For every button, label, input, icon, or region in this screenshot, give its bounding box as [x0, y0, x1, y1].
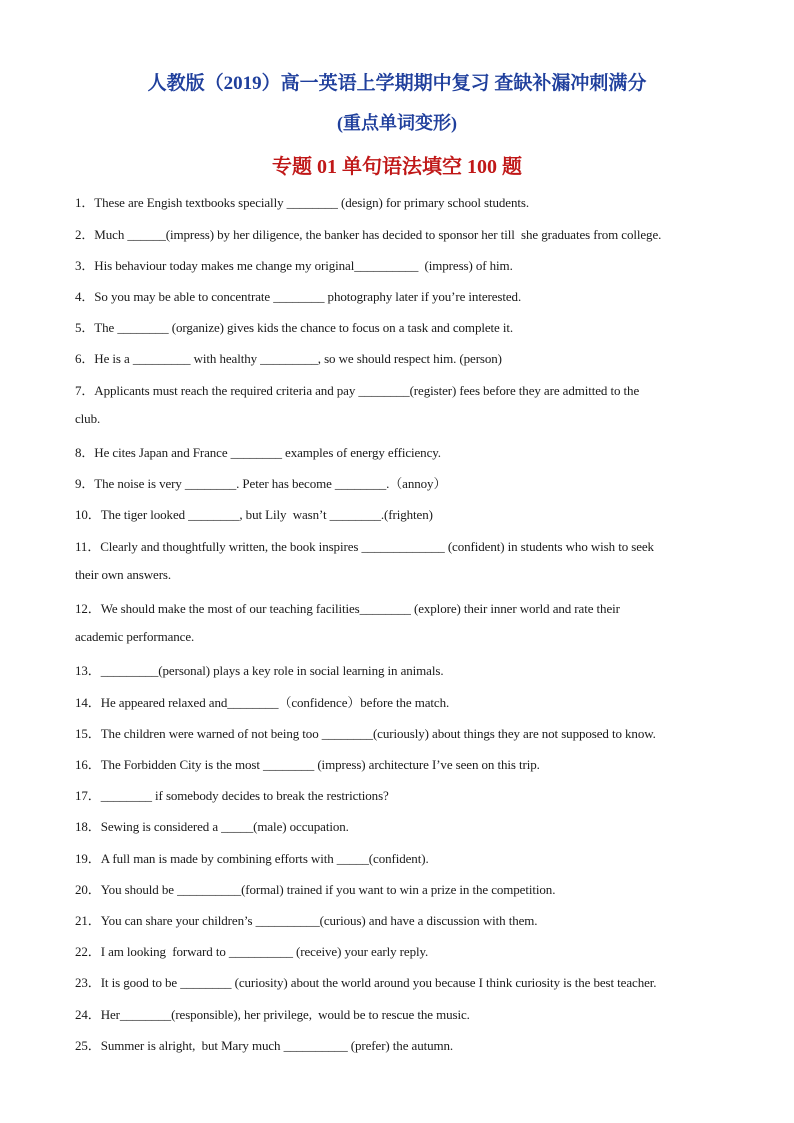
question-line: 2．Much ______(impress) by her diligence, the banker has decided to sponsor her till she graduates from college.	[75, 227, 662, 242]
question-line: 15．The children were warned of not being too ________(curiously) about things they are not supposed to know.	[75, 726, 656, 741]
question-line: 5．The ________ (organize) gives kids the chance to focus on a task and complete it.	[75, 320, 514, 335]
question-line: 7．Applicants must reach the required criteria and pay ________(register) fees before they are admitted to the	[75, 383, 640, 398]
question-line: 8．He cites Japan and France ________ examples of energy efficiency.	[75, 445, 441, 460]
question-line: 14．He appeared relaxed and________（confidence）before the match.	[75, 695, 450, 710]
question-line: 1．These are Engish textbooks specially ________ (design) for primary school students.	[75, 195, 529, 210]
question-line: 17．________ if somebody decides to break the restrictions?	[75, 788, 389, 803]
question-line: 24．Her________(responsible), her privilege, would be to rescue the music.	[75, 1007, 470, 1022]
question-line: 4．So you may be able to concentrate ________ photography later if you’re interested.	[75, 289, 522, 304]
document-title: 人教版（2019）高一英语上学期期中复习 查缺补漏冲刺满分	[147, 73, 647, 94]
question-line: 23．It is good to be ________ (curiosity) about the world around you because I think curiosity is the best teacher.	[75, 975, 657, 990]
question-line: 21．You can share your children’s __________(curious) and have a discussion with them.	[75, 913, 538, 928]
question-line: 25．Summer is alright, but Mary much __________ (prefer) the autumn.	[75, 1038, 454, 1053]
question-line: 3．His behaviour today makes me change my original__________ (impress) of him.	[75, 258, 513, 273]
question-line-continuation: their own answers.	[75, 567, 172, 582]
question-line: 11．Clearly and thoughtfully written, the book inspires _____________ (confident) in students who wish to seek	[75, 539, 654, 554]
question-line: 6．He is a _________ with healthy _________, so we should respect him. (person)	[75, 351, 502, 366]
question-line: 13．_________(personal) plays a key role in social learning in animals.	[75, 663, 444, 678]
question-line: 20．You should be __________(formal) trained if you want to win a prize in the competition.	[75, 882, 556, 897]
question-line-continuation: academic performance.	[75, 629, 195, 644]
document-subtitle: (重点单词变形)	[337, 113, 457, 133]
question-line: 19．A full man is made by combining efforts with _____(confident).	[75, 851, 429, 866]
question-line: 22．I am looking forward to __________ (receive) your early reply.	[75, 944, 429, 959]
question-line: 16．The Forbidden City is the most ________ (impress) architecture I’ve seen on this trip.	[75, 757, 540, 772]
question-line: 10．The tiger looked ________, but Lily wasn’t ________.(frighten)	[75, 507, 433, 522]
topic-heading: 专题 01 单句语法填空 100 题	[272, 156, 522, 178]
question-line: 12．We should make the most of our teaching facilities________ (explore) their inner world and rate their	[75, 601, 620, 616]
question-line: 18．Sewing is considered a _____(male) occupation.	[75, 819, 349, 834]
question-line-continuation: club.	[75, 411, 101, 426]
question-line: 9．The noise is very ________. Peter has become ________.（annoy）	[75, 476, 447, 491]
